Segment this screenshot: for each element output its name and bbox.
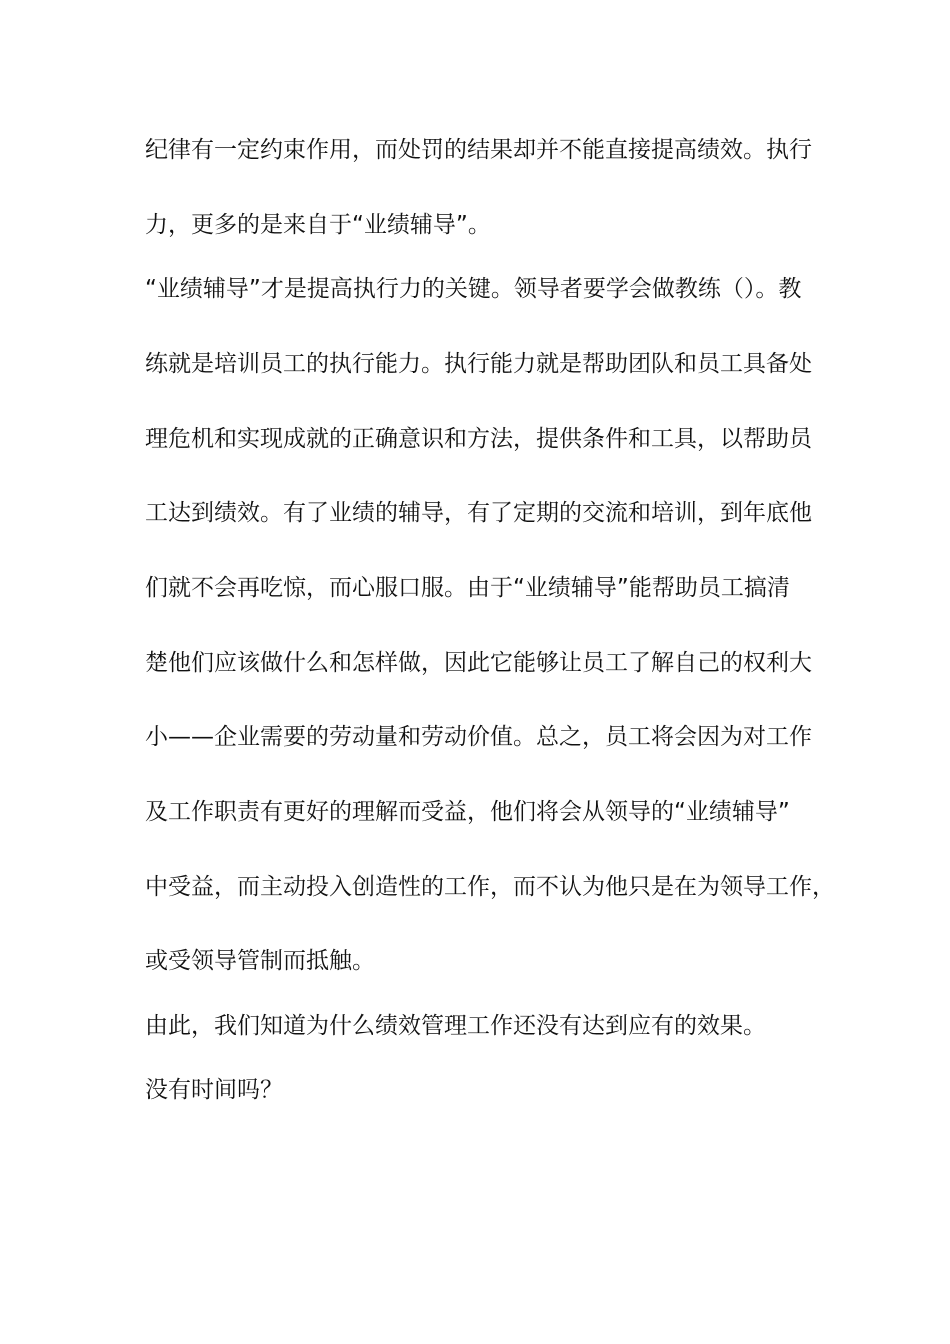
paragraph-line-10: 及工作职责有更好的理解而受益，他们将会从领导的“业绩辅导” [145, 799, 790, 825]
paragraph-line-8: 楚他们应该做什么和怎样做，因此它能够让员工了解自己的权利大 [145, 650, 812, 676]
paragraph-line-3: “业绩辅导”才是提高执行力的关键。领导者要学会做教练（）。教 [145, 276, 802, 302]
paragraph-line-12: 或受领导管制而抵触。 [145, 948, 375, 974]
paragraph-line-11: 中受益，而主动投入创造性的工作，而不认为他只是在为领导工作， [145, 874, 835, 900]
paragraph-line-5: 理危机和实现成就的正确意识和方法，提供条件和工具，以帮助员 [145, 426, 812, 452]
paragraph-line-6: 工达到绩效。有了业绩的辅导，有了定期的交流和培训，到年底他 [145, 500, 812, 526]
paragraph-line-13: 由此，我们知道为什么绩效管理工作还没有达到应有的效果。 [145, 1013, 766, 1039]
paragraph-line-9: 小——企业需要的劳动量和劳动价值。总之，员工将会因为对工作 [145, 724, 812, 750]
paragraph-line-2: 力，更多的是来自于“业绩辅导”。 [145, 212, 491, 238]
paragraph-line-14: 没有时间吗？ [145, 1077, 283, 1103]
paragraph-line-4: 练就是培训员工的执行能力。执行能力就是帮助团队和员工具备处 [145, 351, 812, 377]
paragraph-line-1: 纪律有一定约束作用，而处罚的结果却并不能直接提高绩效。执行 [145, 137, 812, 163]
paragraph-line-7: 们就不会再吃惊，而心服口服。由于“业绩辅导”能帮助员工搞清 [145, 575, 790, 601]
